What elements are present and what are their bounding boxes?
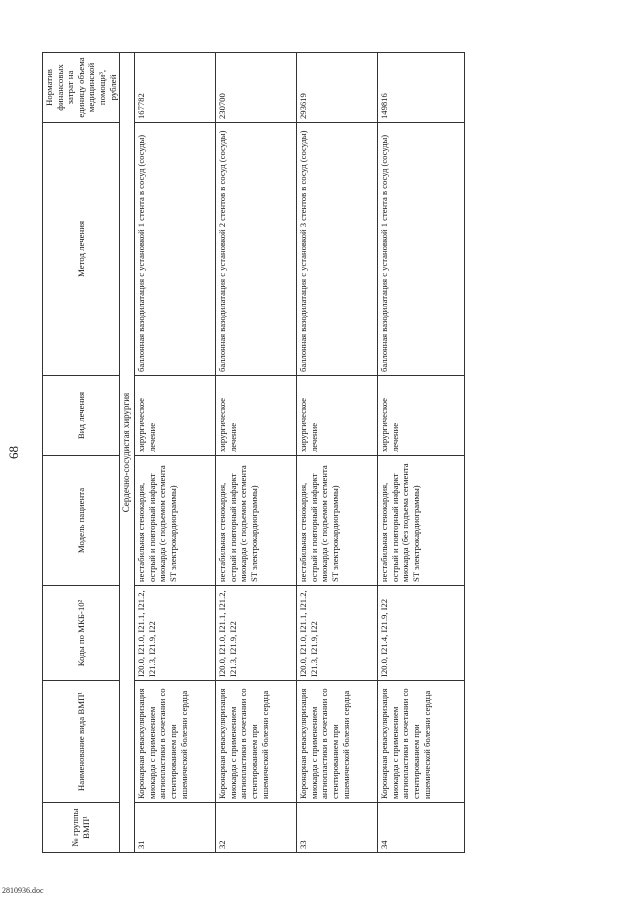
cell-vmp-name: Коронарная реваскуляризация миокарда с применением ангиопластики в сочетании со стентированием при ишемической болезни сердца xyxy=(297,681,378,803)
cell-group-number: 32 xyxy=(216,803,297,853)
cell-treatment-method: баллонная вазодилатация с установкой 3 стентов в сосуд (сосуды) xyxy=(297,123,378,376)
cell-cost-norm: 149816 xyxy=(378,53,465,123)
cell-cost-norm: 293619 xyxy=(297,53,378,123)
cell-treatment-type: хирургическое лечение xyxy=(378,376,465,456)
cell-group-number: 31 xyxy=(135,803,216,853)
cell-icd-codes: I20.0, I21.0, I21.1, I21.2, I21.3, I21.9, I22 xyxy=(135,586,216,681)
cell-treatment-type: хирургическое лечение xyxy=(297,376,378,456)
page-number: 68 xyxy=(6,446,21,459)
cell-patient-model: нестабильная стенокардия, острый и повторный инфаркт миокарда (без подъема сегмента ST электрокардиограммы) xyxy=(378,456,465,586)
footer-file-code: 2810936.doc xyxy=(2,886,44,895)
column-header-patient-model: Модель пациента xyxy=(43,456,120,586)
table-row xyxy=(297,53,378,853)
cell-patient-model: нестабильная стенокардия, острый и повторный инфаркт миокарда (с подъемом сегмента ST электрокардиограммы) xyxy=(297,456,378,586)
table-header-row xyxy=(43,53,120,853)
cell-cost-norm: 167782 xyxy=(135,53,216,123)
column-header-treatment-type: Вид лечения xyxy=(43,376,120,456)
column-header-icd-codes: Коды по МКБ-10² xyxy=(43,586,120,681)
vmp-table xyxy=(42,52,465,853)
cell-treatment-method: баллонная вазодилатация с установкой 1 стента в сосуд (сосуды) xyxy=(378,123,465,376)
section-title: Сердечно-сосудистая хирургия xyxy=(120,53,135,853)
cell-treatment-type: хирургическое лечение xyxy=(135,376,216,456)
column-header-group-number: № группы ВМП¹ xyxy=(43,803,120,853)
cell-vmp-name: Коронарная реваскуляризация миокарда с применением ангиопластики в сочетании со стентированием при ишемической болезни сердца xyxy=(378,681,465,803)
cell-patient-model: нестабильная стенокардия, острый и повторный инфаркт миокарда (с подъемом сегмента ST электрокардиограммы) xyxy=(135,456,216,586)
table-row xyxy=(135,53,216,853)
cell-cost-norm: 230700 xyxy=(216,53,297,123)
cell-vmp-name: Коронарная реваскуляризация миокарда с применением ангиопластики в сочетании со стентированием при ишемической болезни сердца xyxy=(216,681,297,803)
cell-group-number: 34 xyxy=(378,803,465,853)
table-row xyxy=(216,53,297,853)
cell-treatment-type: хирургическое лечение xyxy=(216,376,297,456)
cell-icd-codes: I20.0, I21.4, I21.9, I22 xyxy=(378,586,465,681)
column-header-treatment-method: Метод лечения xyxy=(43,123,120,376)
cell-treatment-method: баллонная вазодилатация с установкой 2 стентов в сосуд (сосуды) xyxy=(216,123,297,376)
section-row xyxy=(120,53,135,853)
cell-treatment-method: баллонная вазодилатация с установкой 1 стента в сосуд (сосуды) xyxy=(135,123,216,376)
cell-vmp-name: Коронарная реваскуляризация миокарда с применением ангиопластики в сочетании со стентированием при ишемической болезни сердца xyxy=(135,681,216,803)
cell-group-number: 33 xyxy=(297,803,378,853)
table-row xyxy=(378,53,465,853)
cell-icd-codes: I20.0, I21.0, I21.1, I21.2, I21.3, I21.9, I22 xyxy=(297,586,378,681)
cell-icd-codes: I20.0, I21.0, I21.1, I21.2, I21.3, I21.9, I22 xyxy=(216,586,297,681)
column-header-cost-norm: Норматив финансовых затрат на единицу объема медицинской помощи³, рублей xyxy=(43,53,120,123)
column-header-vmp-name: Наименование вида ВМП¹ xyxy=(43,681,120,803)
cell-patient-model: нестабильная стенокардия, острый и повторный инфаркт миокарда (с подъемом сегмента ST электрокардиограммы) xyxy=(216,456,297,586)
